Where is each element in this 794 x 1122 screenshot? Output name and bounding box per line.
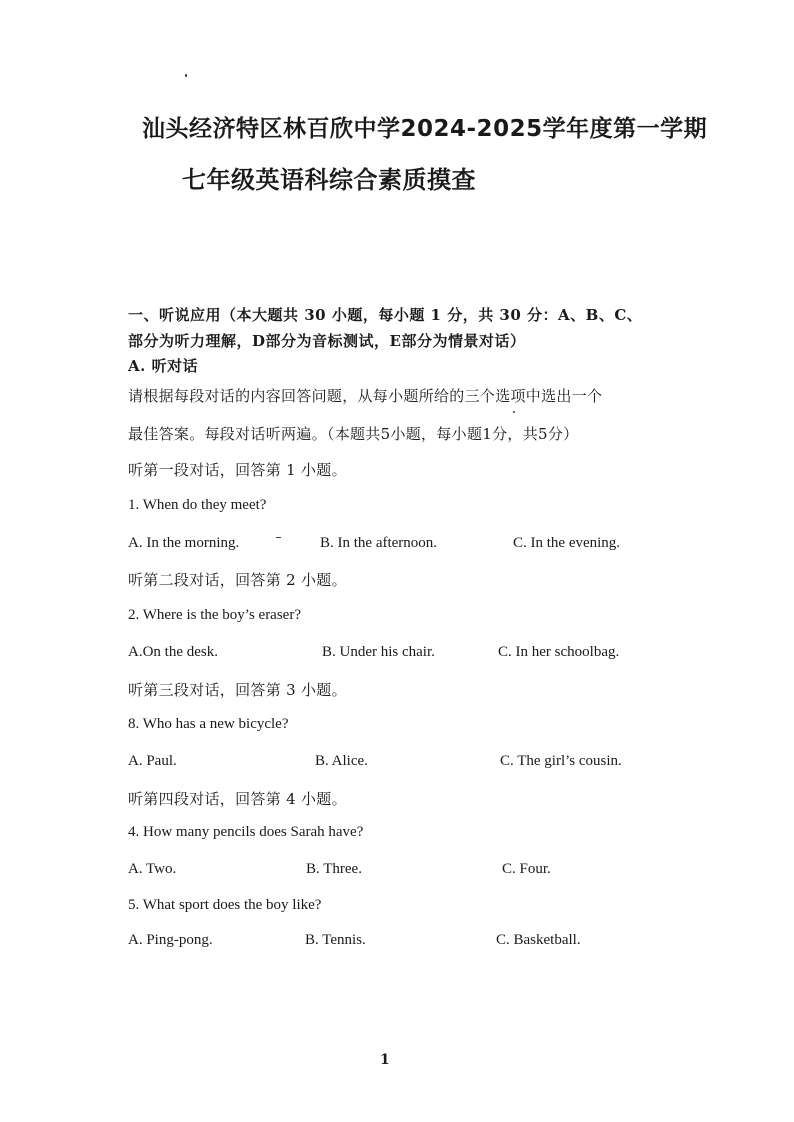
q4-option-c: C. Four. (502, 861, 551, 877)
question-2: 2. Where is the boy’s eraser? (128, 607, 301, 623)
exam-title-line2: 七年级英语科综合素质摸查 (182, 166, 476, 194)
scan-speck (185, 74, 187, 77)
question-1: 1. When do they meet? (128, 497, 267, 513)
q4-option-a: A. Two. (128, 861, 177, 877)
dialogue-prompt-1: 听第一段对话，回答第 1 小题。 (128, 461, 347, 479)
q2-option-c: C. In her schoolbag. (498, 644, 620, 660)
question-3: 8. Who has a new bicycle? (128, 716, 289, 732)
question-5: 5. What sport does the boy like? (128, 897, 322, 913)
question-4: 4. How many pencils does Sarah have? (128, 824, 364, 840)
q1-option-a: A. In the morning. (128, 535, 240, 551)
q1-option-c: C. In the evening. (513, 535, 621, 551)
section-heading-line2: 部分为听力理解，D部分为音标测试，E部分为情景对话） (128, 332, 526, 350)
dialogue-prompt-3: 听第三段对话，回答第 3 小题。 (128, 681, 347, 699)
q5-option-a: A. Ping-pong. (128, 932, 213, 948)
dialogue-prompt-2: 听第二段对话，回答第 2 小题。 (128, 571, 347, 589)
q2-option-b: B. Under his chair. (322, 644, 435, 660)
q4-option-b: B. Three. (306, 861, 362, 877)
q3-option-a: A. Paul. (128, 753, 177, 769)
q2-option-a: A.On the desk. (128, 644, 218, 660)
dialogue-prompt-4: 听第四段对话，回答第 4 小题。 (128, 790, 347, 808)
exam-title-line1: 汕头经济特区林百欣中学2024-2025学年度第一学期 (142, 116, 708, 142)
part-a-title: A. 听对话 (128, 357, 199, 375)
q3-option-b: B. Alice. (315, 753, 368, 769)
page-number: 1 (380, 1052, 390, 1068)
instructions-line1: 请根据每段对话的内容回答问题，从每小题所给的三个选项中选出一个 (128, 387, 603, 405)
scan-speck (513, 411, 515, 413)
instructions-line2: 最佳答案。每段对话听两遍。（本题共5小题，每小题1分，共5分） (128, 425, 579, 443)
q5-option-c: C. Basketball. (496, 932, 581, 948)
section-heading-line1: 一、听说应用（本大题共 30 小题，每小题 1 分，共 30 分：A、B、C、 (128, 306, 643, 324)
q3-option-c: C. The girl’s cousin. (500, 753, 622, 769)
q1-option-b: B. In the afternoon. (320, 535, 438, 551)
scan-speck (276, 537, 281, 538)
q5-option-b: B. Tennis. (305, 932, 366, 948)
